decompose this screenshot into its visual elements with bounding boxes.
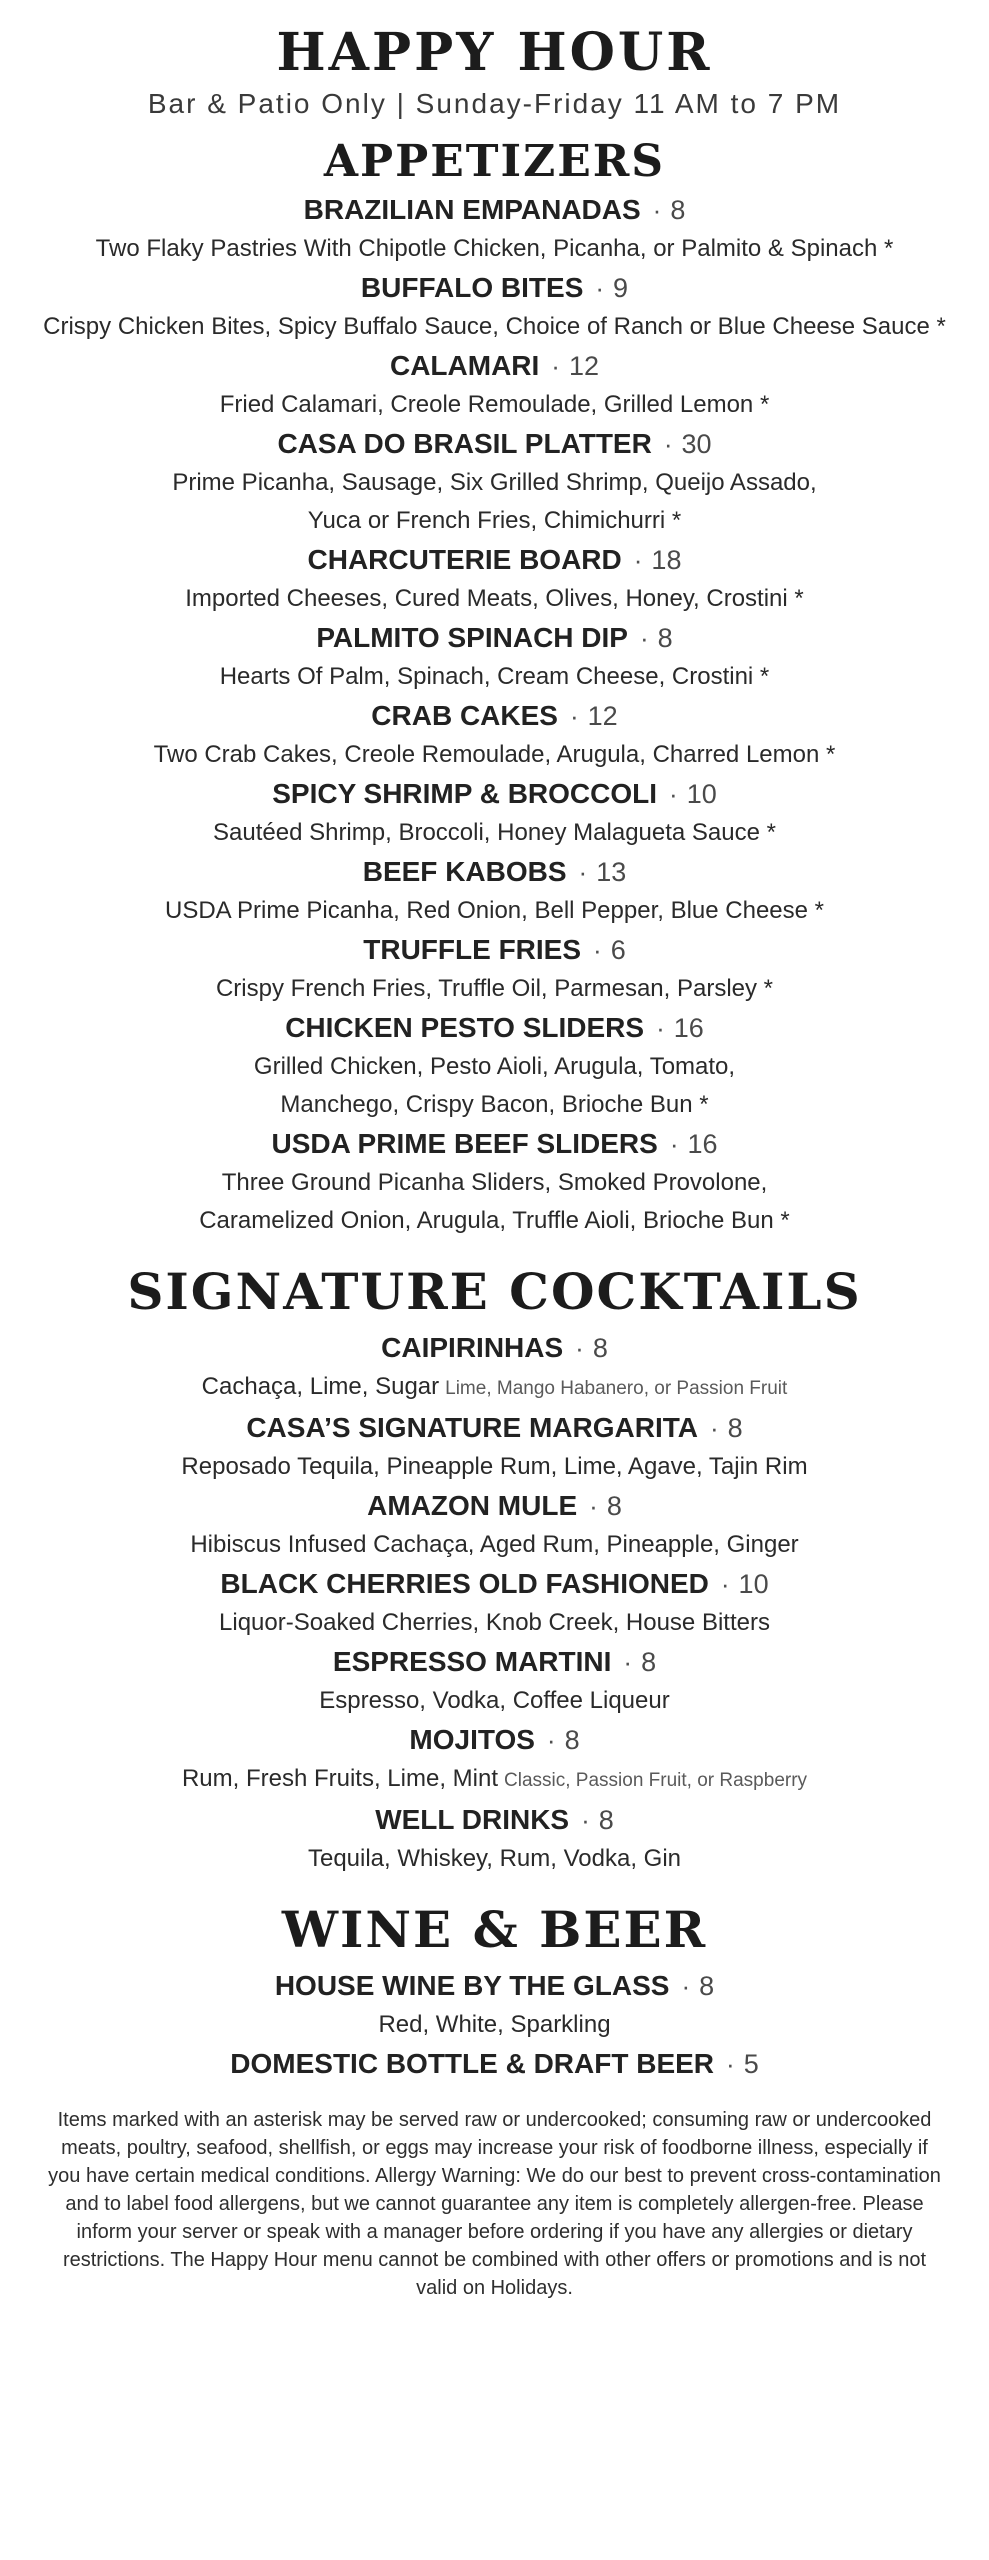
menu-item-amazon-mule xyxy=(0,1486,989,1564)
price-separator-dot: · xyxy=(681,1971,691,2001)
menu-item-price: 12 xyxy=(568,351,600,381)
menu-item-black-cherries-old-fashioned xyxy=(0,1564,989,1642)
menu-item-name: CRAB CAKES xyxy=(371,700,558,731)
menu-item-house-wine-by-the-glass xyxy=(0,1966,989,2044)
menu-item-price: 16 xyxy=(673,1013,704,1043)
menu-item-mojitos xyxy=(0,1720,989,1800)
menu-item-description: Two Flaky Pastries With Chipotle Chicken, Picanha, or Palmito & Spinach * xyxy=(95,235,894,262)
menu-item-title-line xyxy=(0,1966,989,2006)
menu-item-description: Cachaça, Lime, Sugar Lime, Mango Habanero, or Passion Fruit xyxy=(201,1373,788,1400)
menu-item-description: Manchego, Crispy Bacon, Brioche Bun * xyxy=(280,1091,709,1118)
menu-item-name: MOJITOS xyxy=(409,1724,535,1755)
menu-item-title-line xyxy=(0,540,989,580)
menu-item-name: BEEF KABOBS xyxy=(362,856,567,887)
menu-title: HAPPY HOUR xyxy=(276,22,713,83)
price-separator-dot: · xyxy=(593,935,602,965)
menu-item-title-line xyxy=(0,268,989,308)
price-separator-dot: · xyxy=(546,1725,556,1755)
menu-item-price: 8 xyxy=(598,1805,614,1835)
price-separator-dot: · xyxy=(639,623,649,653)
menu-item-description: Tequila, Whiskey, Rum, Vodka, Gin xyxy=(307,1845,682,1872)
menu-item-title-line xyxy=(0,1720,989,1760)
menu-item-description: Caramelized Onion, Arugula, Truffle Aioli, Brioche Bun * xyxy=(199,1207,790,1234)
price-separator-dot: · xyxy=(581,1805,590,1835)
menu-item-name: DOMESTIC BOTTLE & DRAFT BEER xyxy=(230,2048,715,2079)
menu-item-crab-cakes xyxy=(0,696,989,774)
menu-item-beef-kabobs xyxy=(0,852,989,930)
menu-item-name: CAIPIRINHAS xyxy=(381,1332,564,1363)
price-separator-dot: · xyxy=(633,545,643,575)
menu-item-name: USDA PRIME BEEF SLIDERS xyxy=(271,1128,658,1159)
menu-item-price: 10 xyxy=(738,1569,769,1599)
menu-item-description: USDA Prime Picanha, Red Onion, Bell Pepper, Blue Cheese * xyxy=(164,897,825,924)
menu-subtitle: Bar & Patio Only | Sunday-Friday 11 AM to 7 PM xyxy=(147,88,842,119)
menu-item-price: 8 xyxy=(670,195,686,225)
menu-item-description: Crispy Chicken Bites, Spicy Buffalo Sauce, Choice of Ranch or Blue Cheese Sauce * xyxy=(43,313,946,340)
menu-item-title-line xyxy=(0,1642,989,1682)
menu-item-espresso-martini xyxy=(0,1642,989,1720)
menu-item-price: 6 xyxy=(610,935,626,965)
menu-item-charcuterie-board xyxy=(0,540,989,618)
menu-item-description: Reposado Tequila, Pineapple Rum, Lime, Agave, Tajin Rim xyxy=(181,1453,808,1480)
menu-item-title-line xyxy=(0,1328,989,1368)
menu-item-description: Prime Picanha, Sausage, Six Grilled Shrimp, Queijo Assado, xyxy=(172,469,817,496)
price-separator-dot: · xyxy=(669,1129,679,1159)
menu-item-usda-prime-beef-sliders xyxy=(0,1124,989,1240)
menu-item-variant-note: Lime, Mango Habanero, or Passion Fruit xyxy=(445,1378,788,1399)
menu-item-name: CHICKEN PESTO SLIDERS xyxy=(285,1012,645,1043)
menu-item-price: 8 xyxy=(727,1413,743,1443)
menu-disclaimer: Items marked with an asterisk may be served raw or undercooked; consuming raw or undercooked meats, poultry, seafood, shellfish, or eggs may increase your risk of foodborne illness, especially if you have certain medical conditions. Allergy Warning: We do our best to prevent cross-contamination and to label food allergens, but we cannot guarantee any item is completely allergen-free. Please inform your server or speak with a manager before ordering if you have any allergies or dietary restrictions. The Happy Hour menu cannot be combined with other offers or promotions and is not valid on Holidays. xyxy=(48,2109,941,2299)
menu-item-description: Espresso, Vodka, Coffee Liqueur xyxy=(319,1687,670,1714)
menu-item-price: 13 xyxy=(596,857,627,887)
section-header-signature-cocktails: SIGNATURE COCKTAILS xyxy=(127,1262,862,1321)
menu-item-buffalo-bites xyxy=(0,268,989,346)
price-separator-dot: · xyxy=(623,1647,633,1677)
menu-item-title-line xyxy=(0,852,989,892)
menu-item-description: Liquor-Soaked Cherries, Knob Creek, House Bitters xyxy=(219,1609,770,1636)
menu-item-description: Three Ground Picanha Sliders, Smoked Provolone, xyxy=(221,1169,768,1196)
menu-item-name: CASA’S SIGNATURE MARGARITA xyxy=(246,1412,698,1443)
menu-item-caipirinhas xyxy=(0,1328,989,1408)
menu-item-title-line xyxy=(0,1124,989,1164)
menu-item-title-line xyxy=(0,618,989,658)
menu-item-variant-note: Classic, Passion Fruit, or Raspberry xyxy=(504,1770,808,1791)
menu-item-price: 8 xyxy=(606,1491,622,1521)
menu-item-description: Crispy French Fries, Truffle Oil, Parmesan, Parsley * xyxy=(215,975,774,1002)
menu-item-title-line xyxy=(0,696,989,736)
menu-item-description: Imported Cheeses, Cured Meats, Olives, Honey, Crostini * xyxy=(185,585,804,612)
menu-item-price: 18 xyxy=(651,545,682,575)
menu-sections xyxy=(0,134,989,2084)
menu-item-title-line xyxy=(0,1486,989,1526)
section-header-appetizers: APPETIZERS xyxy=(323,136,666,187)
menu-item-casa-s-signature-margarita xyxy=(0,1408,989,1486)
menu-item-name: WELL DRINKS xyxy=(375,1804,570,1835)
menu-item-palmito-spinach-dip xyxy=(0,618,989,696)
menu-item-description: Sautéed Shrimp, Broccoli, Honey Malagueta Sauce * xyxy=(213,819,776,846)
price-separator-dot: · xyxy=(595,273,605,303)
menu-item-name: CHARCUTERIE BOARD xyxy=(307,544,622,575)
price-separator-dot: · xyxy=(575,1333,584,1363)
menu-item-well-drinks xyxy=(0,1800,989,1878)
menu-item-title-line xyxy=(0,190,989,230)
menu-item-name: HOUSE WINE BY THE GLASS xyxy=(274,1970,670,2001)
price-separator-dot: · xyxy=(663,429,673,459)
price-separator-dot: · xyxy=(720,1569,730,1599)
menu-item-title-line xyxy=(0,774,989,814)
menu-item-brazilian-empanadas xyxy=(0,190,989,268)
menu-item-price: 30 xyxy=(681,429,712,459)
menu-item-spicy-shrimp-broccoli xyxy=(0,774,989,852)
menu-item-price: 8 xyxy=(592,1333,608,1363)
menu-item-title-line xyxy=(0,346,989,386)
menu-item-casa-do-brasil-platter xyxy=(0,424,989,540)
menu-item-price: 9 xyxy=(613,273,629,303)
menu-item-title-line xyxy=(0,1564,989,1604)
menu-item-price: 5 xyxy=(743,2049,759,2079)
menu-item-chicken-pesto-sliders xyxy=(0,1008,989,1124)
section-header-wine-beer: WINE & BEER xyxy=(281,1900,708,1959)
price-separator-dot: · xyxy=(551,351,560,381)
menu-item-name: BLACK CHERRIES OLD FASHIONED xyxy=(220,1568,709,1599)
menu-item-description: Fried Calamari, Creole Remoulade, Grilled Lemon * xyxy=(219,391,770,418)
menu-item-price: 12 xyxy=(587,701,618,731)
menu-item-name: TRUFFLE FRIES xyxy=(363,934,582,965)
price-separator-dot: · xyxy=(669,779,678,809)
menu-item-price: 10 xyxy=(686,779,717,809)
menu-item-title-line xyxy=(0,1008,989,1048)
menu-item-price: 8 xyxy=(657,623,673,653)
menu-item-name: SPICY SHRIMP & BROCCOLI xyxy=(272,778,658,809)
price-separator-dot: · xyxy=(709,1413,719,1443)
menu-item-price: 8 xyxy=(641,1647,657,1677)
price-separator-dot: · xyxy=(652,195,662,225)
menu-item-title-line xyxy=(0,930,989,970)
menu-item-name: CASA DO BRASIL PLATTER xyxy=(277,428,652,459)
menu-item-description: Hearts Of Palm, Spinach, Cream Cheese, Crostini * xyxy=(219,663,770,690)
menu-item-description: Two Crab Cakes, Creole Remoulade, Arugula, Charred Lemon * xyxy=(153,741,836,768)
menu-item-description: Yuca or French Fries, Chimichurri * xyxy=(307,507,682,534)
menu-item-calamari xyxy=(0,346,989,424)
menu-item-domestic-bottle-draft-beer xyxy=(0,2044,989,2084)
menu-item-description: Rum, Fresh Fruits, Lime, Mint Classic, Passion Fruit, or Raspberry xyxy=(181,1765,808,1792)
menu-item-name: BRAZILIAN EMPANADAS xyxy=(303,194,641,225)
price-separator-dot: · xyxy=(656,1013,665,1043)
menu-item-price: 8 xyxy=(699,1971,715,2001)
price-separator-dot: · xyxy=(589,1491,598,1521)
menu-item-title-line xyxy=(0,1408,989,1448)
menu-item-title-line xyxy=(0,424,989,464)
menu-item-name: PALMITO SPINACH DIP xyxy=(316,622,628,653)
menu-item-name: BUFFALO BITES xyxy=(360,272,584,303)
menu-item-truffle-fries xyxy=(0,930,989,1008)
menu-item-price: 8 xyxy=(564,1725,580,1755)
menu-item-description: Hibiscus Infused Cachaça, Aged Rum, Pineapple, Ginger xyxy=(190,1531,799,1558)
menu-item-description: Grilled Chicken, Pesto Aioli, Arugula, Tomato, xyxy=(253,1053,736,1080)
menu-item-name: ESPRESSO MARTINI xyxy=(332,1646,612,1677)
menu-item-name: AMAZON MULE xyxy=(367,1490,578,1521)
price-separator-dot: · xyxy=(726,2049,735,2079)
price-separator-dot: · xyxy=(578,857,588,887)
menu-item-name: CALAMARI xyxy=(389,350,540,381)
menu-item-title-line xyxy=(0,2044,989,2084)
menu-item-price: 16 xyxy=(687,1129,718,1159)
price-separator-dot: · xyxy=(569,701,579,731)
menu-item-description: Red, White, Sparkling xyxy=(378,2011,611,2038)
menu-item-title-line xyxy=(0,1800,989,1840)
